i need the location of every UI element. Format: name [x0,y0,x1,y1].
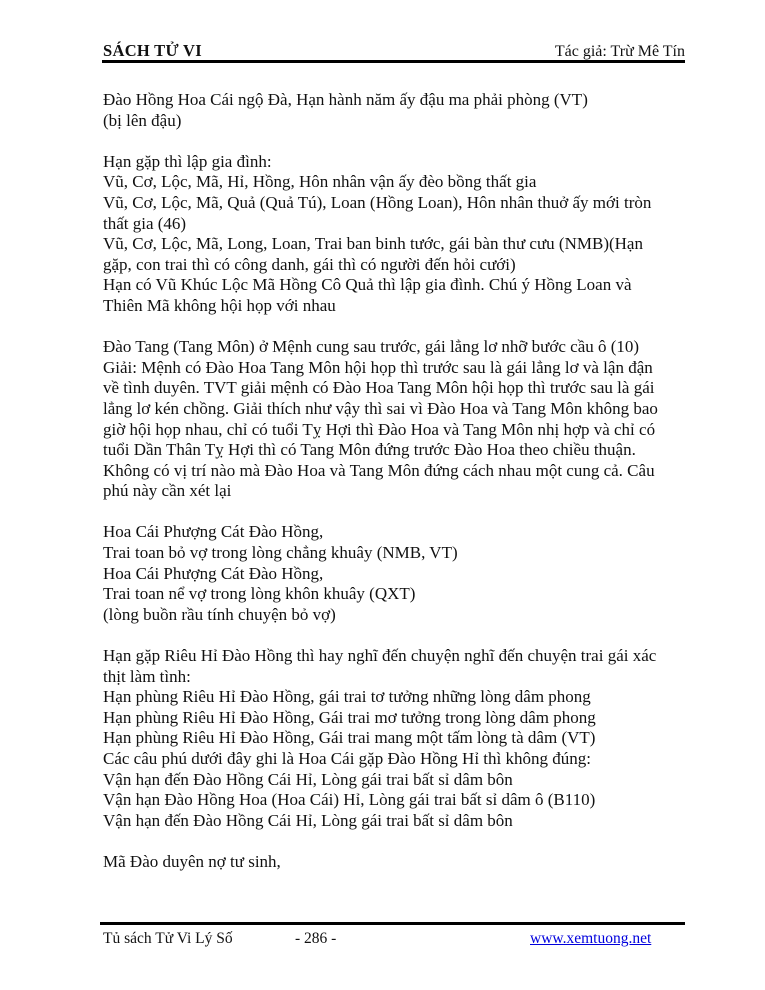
text-line: Hoa Cái Phượng Cát Đào Hồng, [103,563,324,583]
text-line: về tình duyên. TVT giải mệnh có Đào Hoa Tang Môn hội họp thì trước sau là gái [103,378,655,398]
footer-series-title: Tủ sách Tử Vi Lý Số [103,930,233,947]
text-line: Các câu phú dưới đây ghi là Hoa Cái gặp Đào Hồng Hỉ thì không đúng: [103,749,591,768]
page-footer [103,930,685,952]
text-line: Hạn gặp thì lập gia đình: [103,151,272,171]
header-author: Tác giả: Trừ Mê Tín [554,43,685,60]
paragraph [103,852,685,873]
text-line: lẳng lơ kén chồng. Giải thích như vậy thì sai vì Đào Hoa và Tang Môn không bao [103,398,658,418]
paragraph [103,337,685,502]
text-line: Hạn gặp Riêu Hỉ Đào Hồng thì hay nghĩ đến chuyện nghĩ đến chuyện trai gái xác [103,646,657,666]
paragraph [103,152,685,317]
text-line: tuổi Dần Thân Tỵ Hợi thì có Tang Môn đứng trước Đào Hoa theo chiều thuận. [103,440,636,460]
text-line: Giải: Mệnh có Đào Hoa Tang Môn hội họp thì trước sau là gái lẳng lơ và lận đận [103,357,653,377]
text-line: Vũ, Cơ, Lộc, Mã, Hỉ, Hồng, Hôn nhân vận ấy đèo bồng thất gia [103,172,537,192]
text-line: Hạn phùng Riêu Hỉ Đào Hồng, Gái trai mơ tưởng trong lòng dâm phong [103,707,596,727]
text-line: giờ hội họp nhau, chỉ có tuổi Tỵ Hợi thì Đào Hoa và Tang Môn nhị hợp và chỉ có [103,419,656,439]
text-line: phú này cần xét lại [103,481,232,501]
document-body [103,90,685,873]
footer-website-link[interactable]: www.xemtuong.net [530,930,652,947]
header-rule [102,60,685,63]
header-book-title: SÁCH TỬ VI [103,41,202,60]
footer-rule [100,922,685,925]
text-line: Hạn phùng Riêu Hỉ Đào Hồng, gái trai tơ tưởng những lòng dâm phong [103,687,591,707]
text-line: Vũ, Cơ, Lộc, Mã, Long, Loan, Trai ban binh tước, gái bàn thư cưu (NMB)(Hạn [103,234,643,254]
text-line: thịt làm tình: [103,666,191,686]
text-line: Hạn phùng Riêu Hỉ Đào Hồng, Gái trai mang một tấm lòng tà dâm (VT) [103,728,596,748]
paragraph [103,90,685,131]
text-line: Vận hạn đến Đào Hồng Cái Hỉ, Lòng gái trai bất sỉ dâm bôn [103,810,513,830]
text-line: Trai toan nể vợ trong lòng khôn khuây (QXT) [103,584,416,604]
text-line: Hoa Cái Phượng Cát Đào Hồng, [103,522,324,542]
text-line: (lòng buồn rầu tính chuyện bỏ vợ) [103,604,336,624]
text-line: Vận hạn đến Đào Hồng Cái Hỉ, Lòng gái trai bất sỉ dâm bôn [103,769,513,789]
paragraph [103,522,685,625]
text-line: Thiên Mã không hội họp với nhau [103,295,336,315]
text-line: Mã Đào duyên nợ tư sinh, [103,851,281,871]
text-line: Vũ, Cơ, Lộc, Mã, Quả (Quả Tú), Loan (Hồng Loan), Hôn nhân thuở ấy mới tròn [103,192,652,212]
paragraph [103,646,685,831]
text-line: (bị lên đậu) [103,110,182,130]
text-line: thất gia (46) [103,213,187,233]
text-line: Hạn có Vũ Khúc Lộc Mã Hồng Cô Quả thì lập gia đình. Chú ý Hồng Loan và [103,275,632,295]
page-header [103,41,685,61]
text-line: Đào Hồng Hoa Cái ngộ Đà, Hạn hành năm ấy đậu ma phải phòng (VT) [103,90,588,109]
text-line: Trai toan bỏ vợ trong lòng chẳng khuây (NMB, VT) [103,543,458,563]
text-line: Vận hạn Đào Hồng Hoa (Hoa Cái) Hỉ, Lòng gái trai bất sỉ dâm ô (B110) [103,790,596,810]
text-line: Đào Tang (Tang Môn) ở Mệnh cung sau trước, gái lẳng lơ nhỡ bước cầu ô (10) [103,337,640,357]
text-line: gặp, con trai thì có công danh, gái thì có người đến hỏi cưới) [103,254,516,274]
footer-page-number: - 286 - [295,930,337,947]
text-line: Không có vị trí nào mà Đào Hoa và Tang Môn đứng cách nhau một cung cả. Câu [103,460,655,480]
